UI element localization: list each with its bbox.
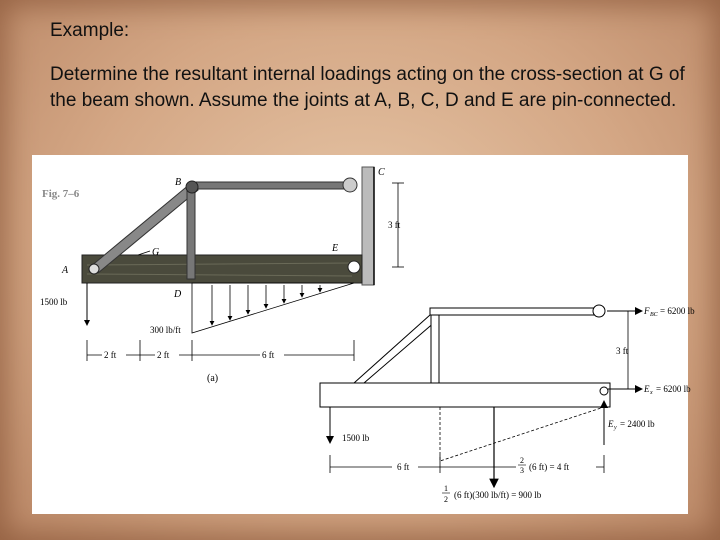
dist-load-label: 300 lb/ft — [150, 325, 181, 335]
label-b: B — [175, 177, 182, 188]
dim-2ft-1: 2 ft — [104, 350, 117, 360]
beam-diagram-svg — [32, 155, 695, 514]
rod-bc — [192, 182, 352, 189]
fbc-value: = 6200 lb — [660, 306, 695, 316]
dim-3ft-b: 3 ft — [616, 346, 629, 356]
ey-sub: y — [614, 425, 617, 431]
beam-figure — [32, 155, 695, 514]
frac-3: 3 — [520, 466, 524, 475]
frac-2b: 2 — [444, 495, 448, 504]
sub-label-a: (a) — [207, 373, 219, 384]
load-1500-a: 1500 lb — [40, 297, 68, 307]
label-e: E — [332, 243, 339, 254]
example-heading: Example: — [50, 20, 130, 41]
ex-sub: x — [650, 390, 653, 396]
label-d: D — [174, 289, 182, 300]
dim-6ft-b: 6 ft — [397, 462, 410, 472]
post-bd — [187, 189, 195, 279]
dim-3ft-a: 3 ft — [388, 220, 401, 230]
load-1500-b: 1500 lb — [342, 433, 370, 443]
pin-b — [186, 181, 198, 193]
wall — [362, 167, 374, 285]
fig-label: Fig. 7–6 — [42, 188, 80, 200]
ex-symbol: E — [644, 384, 650, 394]
label-a: A — [62, 265, 69, 276]
label-g: G — [152, 247, 160, 258]
fbd-beam — [320, 383, 610, 407]
ey-value: = 2400 lb — [620, 419, 655, 429]
problem-statement: Determine the resultant internal loadings acting on the cross-section at G of the beam shown. Assume the joints at A, B, C, D and E are pin-connected. — [50, 64, 685, 111]
pin-a — [89, 264, 99, 274]
wooden-beam — [82, 255, 362, 283]
pin-e — [348, 261, 360, 273]
ey-symbol: E — [608, 419, 614, 429]
half-expr: (6 ft)(300 lb/ft) = 900 lb — [454, 490, 542, 500]
dim-6ft-a: 6 ft — [262, 350, 275, 360]
fbc-symbol: F — [644, 306, 650, 316]
label-c: C — [378, 167, 385, 178]
frac-2: 2 — [520, 456, 524, 465]
frac-1: 1 — [444, 484, 448, 493]
pin-c — [343, 178, 357, 192]
fbc-sub: BC — [650, 312, 658, 318]
dim-2ft-2: 2 ft — [157, 350, 170, 360]
ex-value: = 6200 lb — [656, 384, 691, 394]
two-thirds-expr: (6 ft) = 4 ft — [529, 462, 570, 472]
